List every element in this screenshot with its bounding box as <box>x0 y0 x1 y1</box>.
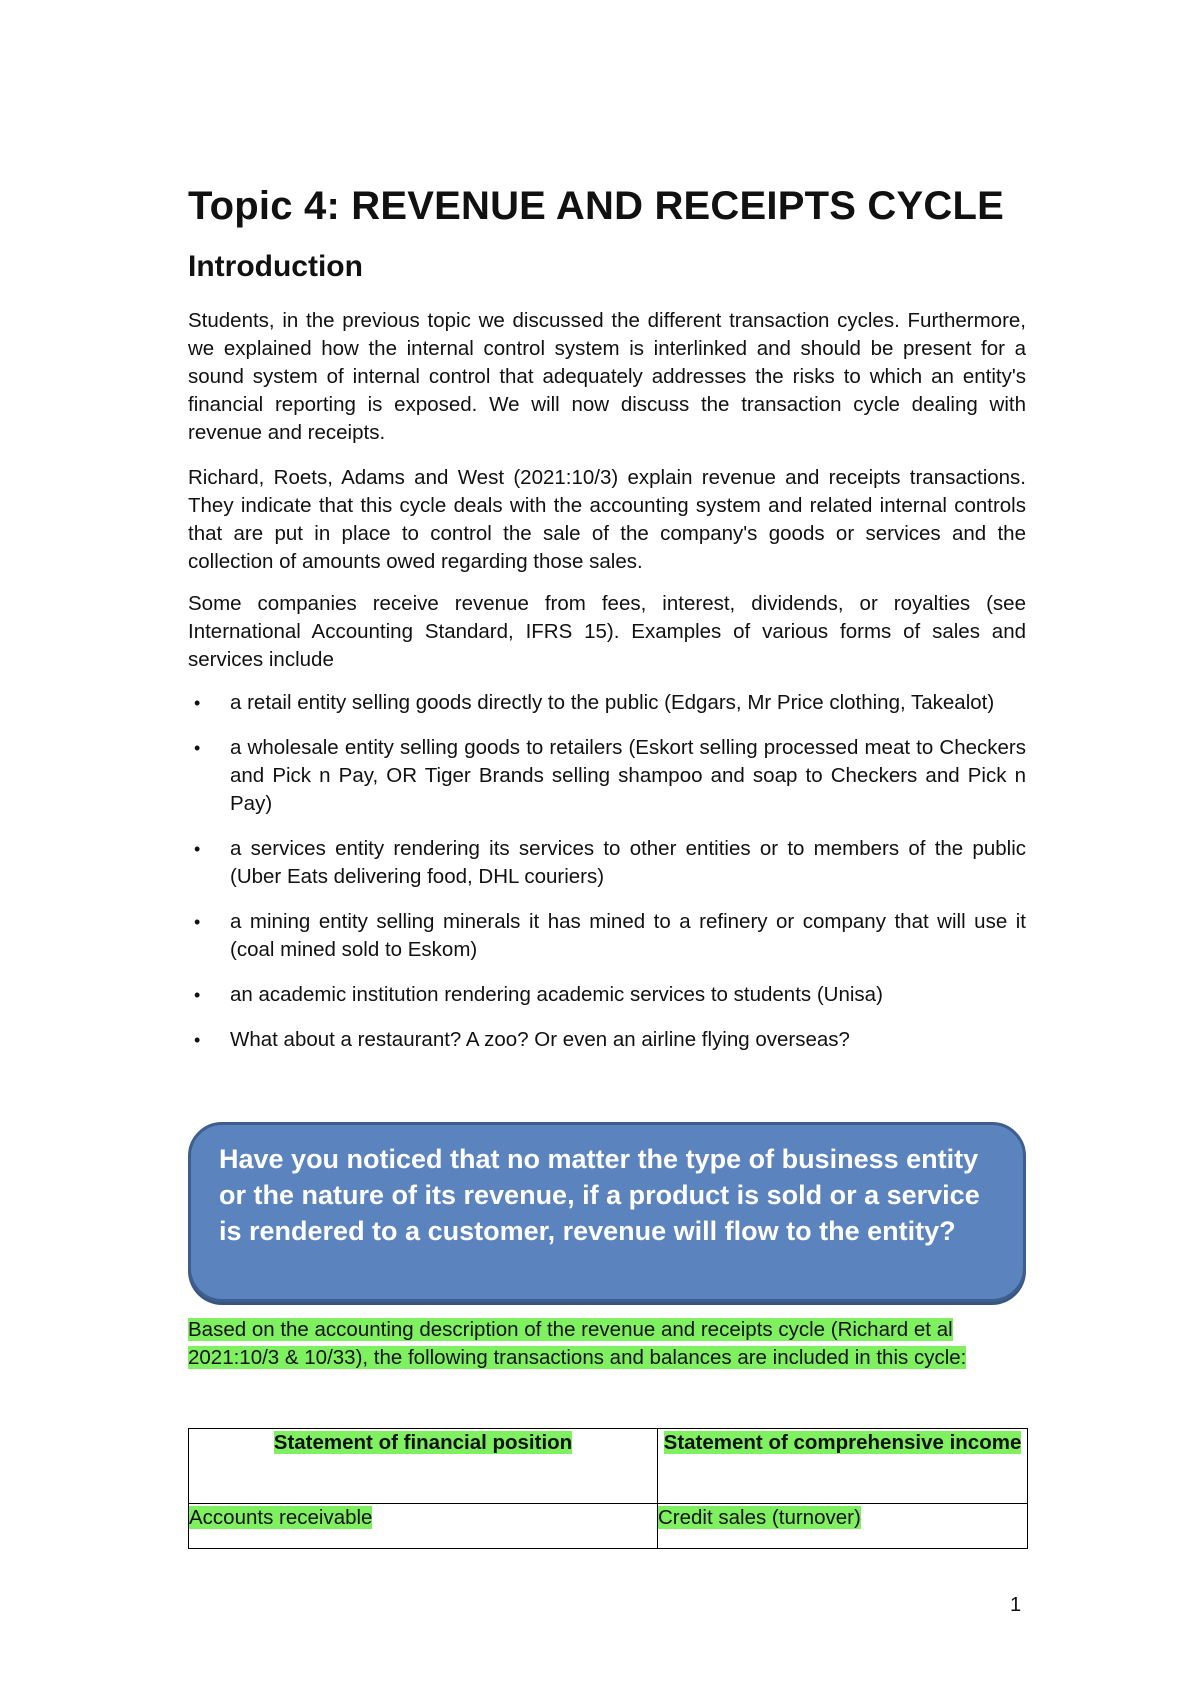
list-item: • a retail entity selling goods directly to the public (Edgars, Mr Price clothing, Takealot) <box>188 689 1026 717</box>
paragraph: Students, in the previous topic we discussed the different transaction cycles. Furthermore, we explained how the internal control system is interlinked and should be present for a sound system of internal control that adequately addresses the risks to which an entity's financial reporting is exposed. We will now discuss the transaction cycle dealing with revenue and receipts. <box>188 309 1026 444</box>
callout-box <box>188 1122 1026 1302</box>
list-item: • an academic institution rendering academic services to students (Unisa) <box>188 981 1026 1009</box>
table-cell: Accounts receivable <box>189 1504 658 1549</box>
callout-text: Have you noticed that no matter the type of business entity or the nature of its revenue, if a product is sold or a service is rendered to a customer, revenue will flow to the entity? <box>219 1144 980 1246</box>
bullet-icon: • <box>194 738 201 758</box>
bullet-icon: • <box>194 1030 201 1050</box>
bullet-icon: • <box>194 985 201 1005</box>
table-cell: Credit sales (turnover) <box>658 1504 1028 1549</box>
table-header-row <box>189 1429 1028 1504</box>
table-header: Statement of comprehensive income <box>658 1429 1028 1504</box>
list-item: • a services entity rendering its services to other entities or to members of the public (Uber Eats delivering food, DHL couriers) <box>194 837 1026 888</box>
page-title: Topic 4: REVENUE AND RECEIPTS CYCLE <box>188 184 1004 228</box>
examples-list <box>188 689 1026 1071</box>
list-item: • a wholesale entity selling goods to retailers (Eskort selling processed meat to Checkers and Pick n Pay, OR Tiger Brands selling shampoo and soap to Checkers and Pick n Pay) <box>194 736 1026 815</box>
paragraph: Richard, Roets, Adams and West (2021:10/3) explain revenue and receipts transactions. They indicate that this cycle deals with the accounting system and related internal controls that are put in place to control the sale of the company's goods or services and the collection of amounts owed regarding those sales. <box>188 466 1026 573</box>
table-row <box>189 1504 1028 1549</box>
paragraph: Some companies receive revenue from fees, interest, dividends, or royalties (see International Accounting Standard, IFRS 15). Examples of various forms of sales and services include <box>188 592 1026 671</box>
page-number: 1 <box>1010 1594 1022 1616</box>
table-header: Statement of financial position <box>189 1429 658 1504</box>
highlighted-paragraph: Based on the accounting description of the revenue and receipts cycle (Richard et al 2021:10/3 & 10/33), the following transactions and balances are included in this cycle: <box>188 1318 967 1369</box>
bullet-icon: • <box>194 693 201 713</box>
list-item: • What about a restaurant? A zoo? Or even an airline flying overseas? <box>188 1026 1026 1054</box>
bullet-icon: • <box>194 912 201 932</box>
bullet-icon: • <box>194 839 201 859</box>
cycle-table <box>188 1428 1028 1549</box>
list-item: • a mining entity selling minerals it has mined to a refinery or company that will use it (coal mined sold to Eskom) <box>194 910 1026 961</box>
section-heading: Introduction <box>188 250 363 283</box>
